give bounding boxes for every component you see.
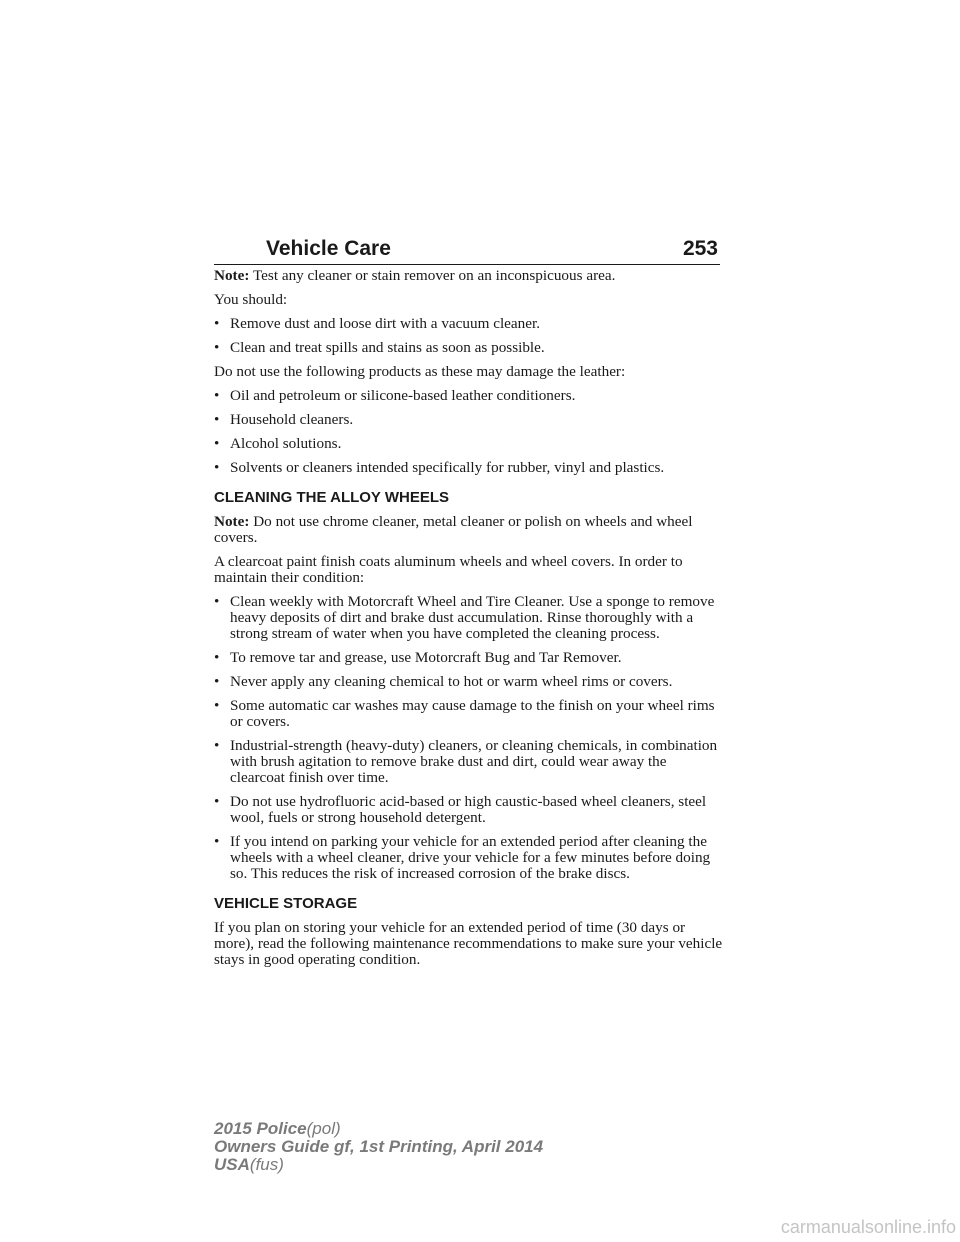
list-item: • Industrial-strength (heavy-duty) cleaners, or cleaning chemicals, in combination with brush agitation to remove brake dust and dirt, could wear away the clearcoat finish over time. [214,737,718,786]
list-item: • Clean weekly with Motorcraft Wheel and Tire Cleaner. Use a sponge to remove heavy deposits of dirt and brake dust accumulation. Rinse thoroughly with a strong stream of water when you have completed the cleaning process. [214,593,715,642]
bullet: • [214,315,220,332]
storage-paragraph: If you plan on storing your vehicle for an extended period of time (30 days or more), read the following maintenance recommendations to make sure your vehicle stays in good operating condition. [214,919,723,968]
bullet: • [214,411,220,428]
page-content [214,268,724,976]
section-title: Vehicle Care [266,237,391,260]
note-text: Do not use chrome cleaner, metal cleaner or polish on wheels and wheel covers. [214,513,693,546]
list-item: • Household cleaners. [214,411,354,428]
bullet: • [214,459,220,476]
bullet: • [214,649,220,666]
list-item: • Clean and treat spills and stains as soon as possible. [214,339,545,356]
bullet: • [214,697,220,714]
bullet: • [214,673,220,690]
footer-line-1: 2015 Police(pol) [214,1119,341,1138]
bullet: • [214,593,220,610]
alloy-heading: CLEANING THE ALLOY WHEELS [214,489,450,506]
alloy-note-paragraph [214,514,724,546]
do-not-use-text: Do not use the following products as these may damage the leather: [214,363,626,380]
list-item: • Some automatic car washes may cause damage to the finish on your wheel rims or covers. [214,697,715,730]
alloy-list [214,594,724,882]
do-not-use-list [214,388,724,476]
bullet: • [214,833,220,850]
page-number: 253 [682,237,718,260]
alloy-paragraph: A clearcoat paint finish coats aluminum wheels and wheel covers. In order to maintain their condition: [214,553,683,586]
footer-line-3: USA(fus) [214,1155,284,1174]
list-item: • Never apply any cleaning chemical to hot or warm wheel rims or covers. [214,673,673,690]
list-item: • Alcohol solutions. [214,435,342,452]
list-item: • Do not use hydrofluoric acid-based or high caustic-based wheel cleaners, steel wool, fuels or strong household detergent. [214,793,707,826]
note-text: Test any cleaner or stain remover on an inconspicuous area. [252,267,616,284]
list-item: • Remove dust and loose dirt with a vacuum cleaner. [214,315,540,332]
bullet: • [214,387,220,404]
footer-line-2: Owners Guide gf, 1st Printing, April 2014 [214,1137,544,1156]
bullet: • [214,339,220,356]
list-item: • Solvents or cleaners intended specifically for rubber, vinyl and plastics. [214,459,665,476]
you-should-text: You should: [214,291,288,308]
note-label: Note: [214,267,250,284]
watermark: carmanualsonline.info [780,1217,956,1237]
list-item: • To remove tar and grease, use Motorcraft Bug and Tar Remover. [214,649,622,666]
list-item: • If you intend on parking your vehicle for an extended period after cleaning the wheels with a wheel cleaner, drive your vehicle for a few minutes before doing so. This reduces the risk of increased corrosion of the brake discs. [214,833,711,882]
bullet: • [214,435,220,452]
page-header [214,238,720,265]
storage-heading: VEHICLE STORAGE [214,895,358,912]
page-footer [214,1120,543,1174]
list-item: • Oil and petroleum or silicone-based leather conditioners. [214,387,576,404]
bullet: • [214,737,220,754]
should-list [214,316,724,356]
bullet: • [214,793,220,810]
note-label: Note: [214,513,250,530]
note-paragraph [214,268,724,284]
